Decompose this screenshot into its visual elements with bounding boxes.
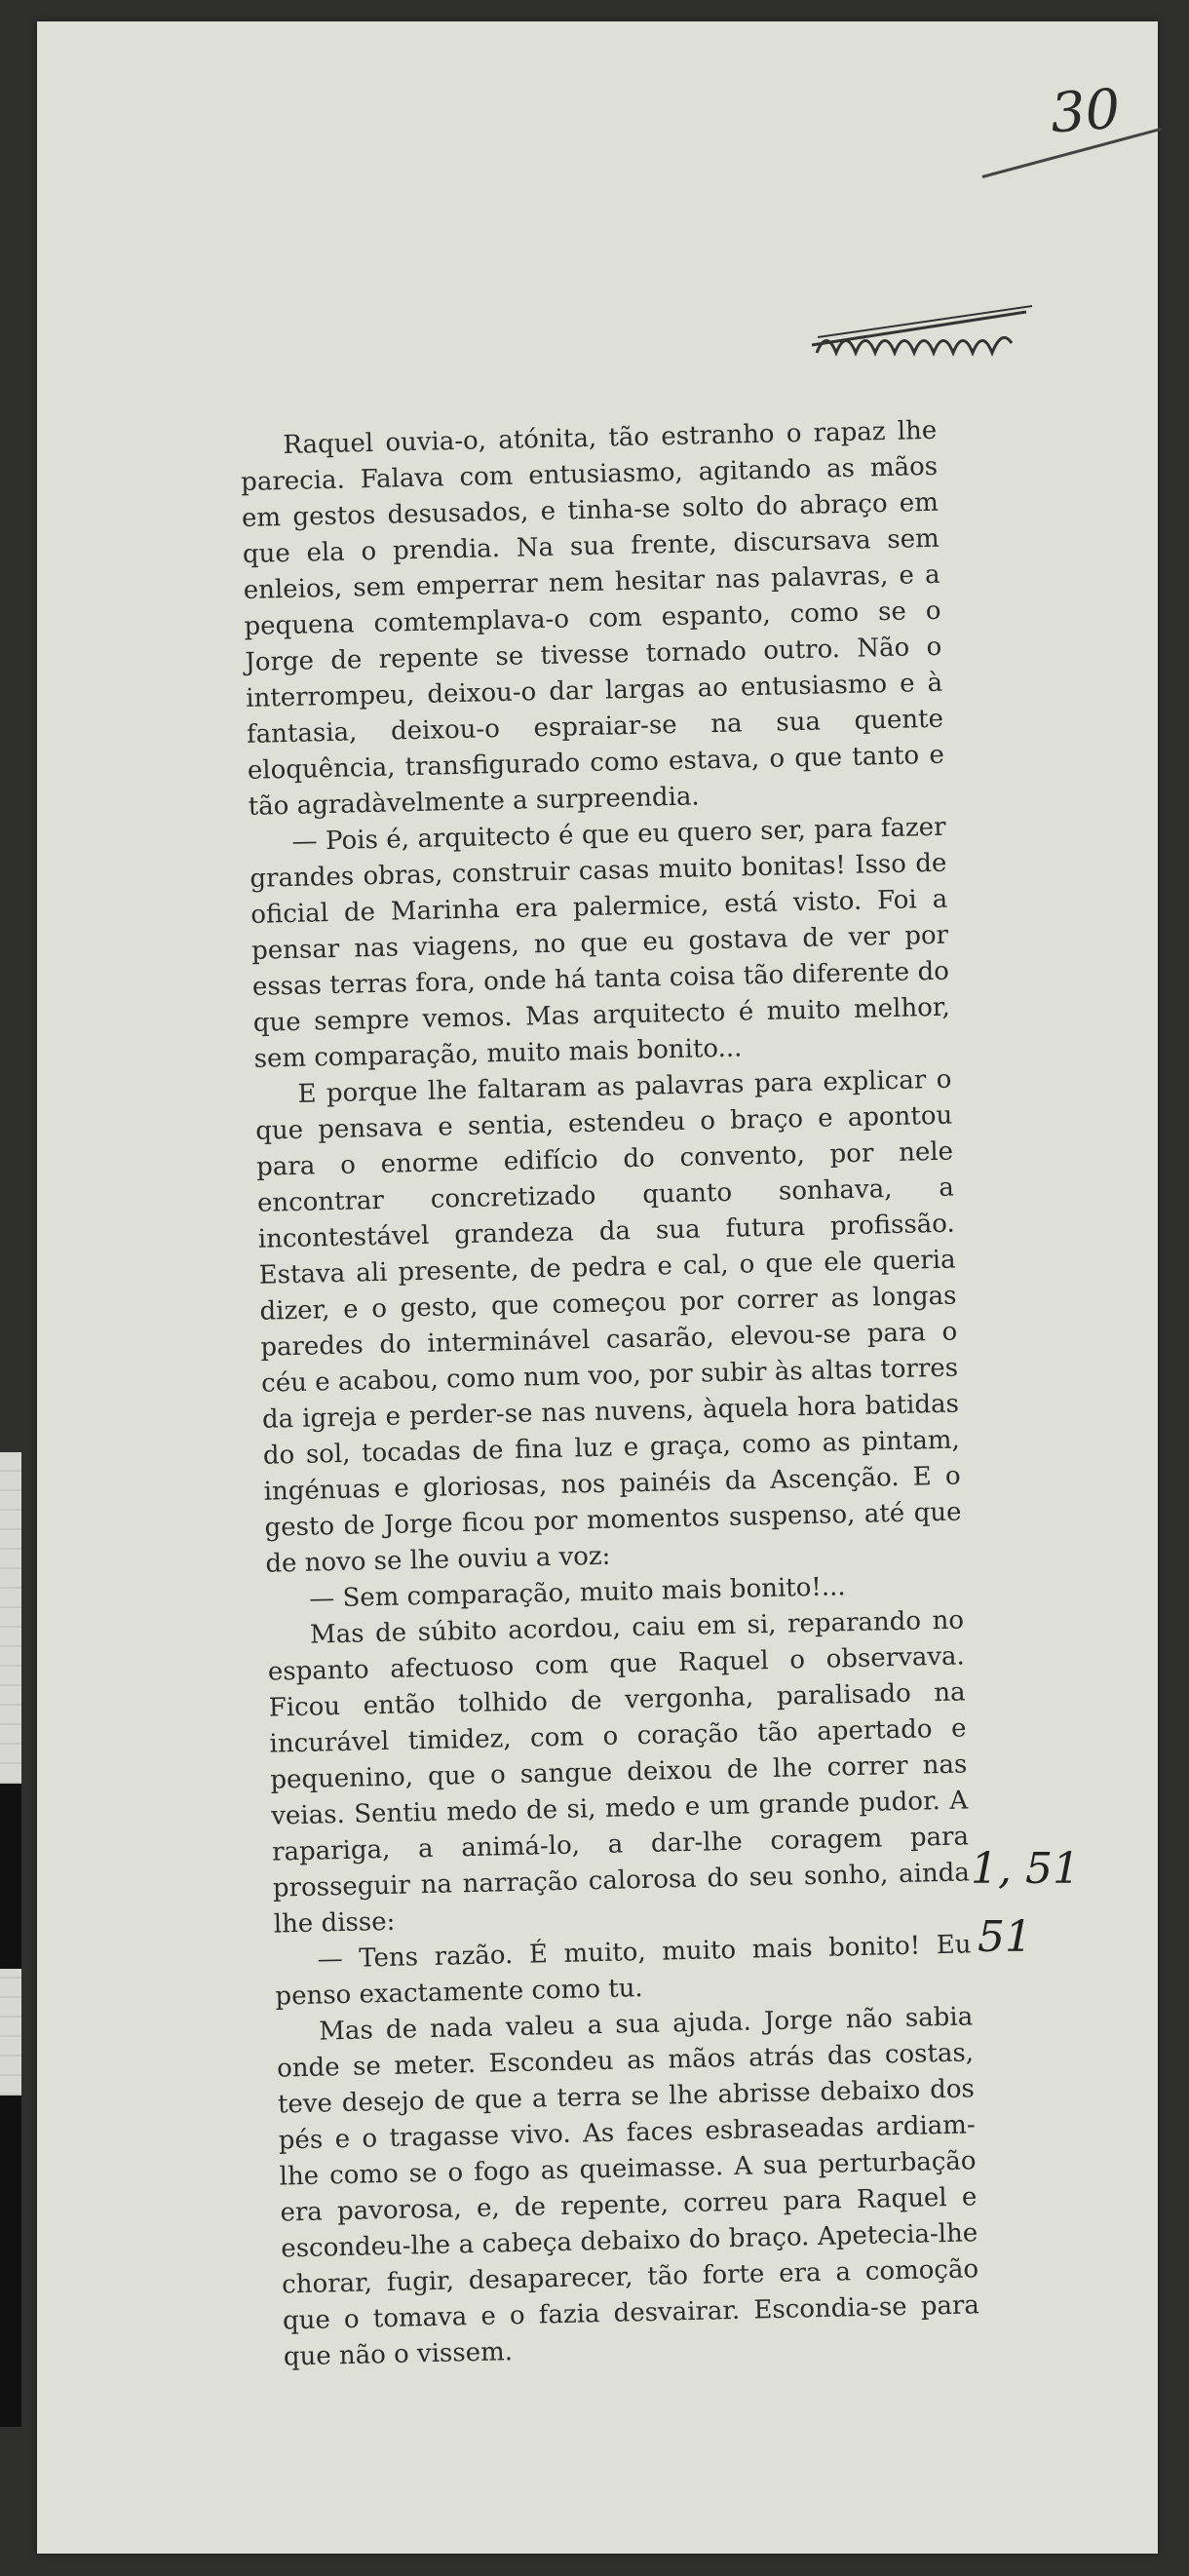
scale-ruler bbox=[0, 1452, 21, 2427]
paragraph: — Sem comparação, muito mais bonito!... bbox=[308, 1572, 846, 1614]
paragraph: E porque lhe faltaram as palavras para explicar o que pensava e sentia, estendeu o braço e apontou para o enorme edifício do convento, por nele encontrar concretizado quanto sonhava, a incontestável grandeza da sua futura profissão. Estava ali presente, de pedra e cal, o que ele queria dizer, e o gesto, que começou por correr as longas paredes do interminável casarão, elevou-se para o céu e acabou, como num voo, por subir às altas torres da igreja e perder-se nas nuvens, àquela hora batidas do sol, tocadas de fina luz e graça, como as pintam, ingénuas e gloriosas, nos painéis da Ascenção. E o gesto de Jorge ficou por momentos suspenso, até que de novo se lhe ouviu a voz: bbox=[255, 1064, 962, 1579]
paragraph: — Tens razão. É muito, muito mais bonito! Eu penso exactamente como tu. bbox=[275, 1930, 972, 2012]
paragraph: — Pois é, arquitecto é que eu quero ser, para fazer grandes obras, construir casas muito bonitas! Isso de oficial de Marinha era palermice, está visto. Foi a pensar nas viagens, no que eu gostava de ver por essas terras fora, onde há tanta coisa tão diferente do que sempre vemos. Mas arquitecto é muito melhor, sem comparação, muito mais bonito... bbox=[249, 812, 950, 1074]
body-text bbox=[240, 413, 980, 2376]
paragraph: Raquel ouvia-o, atónita, tão estranho o rapaz lhe parecia. Falava com entusiasmo, agitando as mãos em gestos desusados, e tinha-se solto do abraço em que ela o prendia. Na sua frente, discursava sem enleios, sem emperrar nem hesitar nas palavras, e a pequena comtemplava-o com espanto, como se o Jorge de repente se tivesse tornado outro. Não o interrompeu, deixou-o dar largas ao entusiasmo e à fantasia, deixou-o espraiar-se na sua quente eloquência, transfigurado como estava, o que tanto e tão agradàvelmente a surpreendia. bbox=[240, 415, 945, 822]
margin-note: 1, 51 bbox=[971, 1844, 1080, 1894]
margin-note: 51 bbox=[978, 1912, 1032, 1962]
paragraph: Mas de súbito acordou, caiu em si, reparando no espanto afectuoso com que Raquel o observava. Ficou então tolhido de vergonha, paralisado na incurável timidez, com o coração tão apertado e pequenino, que o sangue deixou de lhe correr nas veias. Sentiu medo de si, medo e um grande pudor. A rapariga, a animá-lo, a dar-lhe coragem para prosseguir na narração calorosa do seu sonho, ainda lhe disse: bbox=[267, 1605, 971, 1940]
crossed-out-scribble bbox=[812, 304, 1036, 363]
paragraph: Mas de nada valeu a sua ajuda. Jorge não sabia onde se meter. Escondeu as mãos atrás das costas, teve desejo de que a terra se lhe abrisse debaixo dos pés e o tragasse vivo. As faces esbraseadas ardiam-lhe como se o fogo as queimasse. A sua perturbação era pavorosa, e, de repente, correu para Raquel e escondeu-lhe a cabeça debaixo do braço. Apetecia-lhe chorar, fugir, desaparecer, tão forte era a comoção que o tomava e o fazia desvairar. Escondia-se para que não o vissem. bbox=[276, 2002, 980, 2372]
paper-sheet bbox=[37, 21, 1158, 2554]
page-number: 30 bbox=[1048, 77, 1123, 146]
